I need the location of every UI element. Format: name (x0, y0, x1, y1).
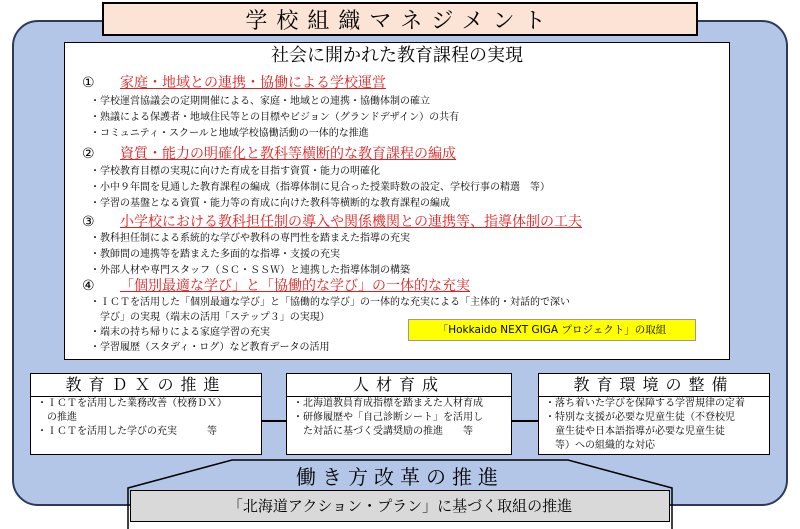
section-1-number: ① (82, 75, 95, 91)
section-2-number: ② (82, 146, 95, 162)
box-environment-item: ・落ち着いた学びを保障する学習規律の定着 (545, 398, 745, 409)
box-education-dx (30, 373, 262, 455)
box-environment-title: 教育環境の整備 (539, 374, 769, 397)
main-heading: 社会に開かれた教育課程の実現 (271, 45, 523, 66)
section-4-item: 学び」の実現（端末の活用「ステップ３」の実現） (90, 312, 330, 323)
section-4-number: ④ (82, 278, 95, 294)
footer-title: 働き方改革の推進 (296, 465, 504, 489)
box-human-resources (286, 373, 512, 455)
box-education-dx-item: ・ＩＣＴを活用した学びの充実 等 (37, 426, 217, 437)
section-3-number: ③ (82, 214, 95, 230)
connector-line (510, 420, 540, 422)
section-1-item: ・コミュニティ・スクールと地域学校協働活動の一体的な推進 (90, 128, 369, 139)
section-3-title: 小学校における教科担任制の導入や関係機関との連携等、指導体制の工夫 (120, 214, 582, 230)
section-2-item: ・学校教育目標の実現に向けた育成を目指す資質・能力の明確化 (90, 166, 380, 177)
page-title: 学校組織マネジメント (102, 2, 698, 36)
footer-bar: 「北海道アクション・プラン」に基づく取組の推進 (130, 490, 670, 522)
box-human-resources-title: 人材育成 (287, 374, 511, 397)
section-3-item: ・教科担任制による系統的な学びや教科の専門性を踏まえた指導の充実 (90, 233, 410, 244)
box-environment-item: ・特別な支援が必要な児童生徒（不登校児 童生徒や日本語指導が必要な児童生徒 等）への組織的な対応 (545, 412, 735, 451)
section-2-item: ・学習の基盤となる資質・能力等の育成に向けた教科等横断的な教育課程の編成 (90, 198, 450, 209)
section-2-title: 資質・能力の明確化と教科等横断的な教育課程の編成 (120, 146, 456, 162)
section-3-item: ・教師間の連携等を踏まえた多面的な指導・支援の充実 (90, 249, 340, 260)
box-education-dx-title: 教育ＤＸの推進 (31, 374, 261, 397)
section-2-item: ・小中９年間を見通した教育課程の編成（指導体制に見合った授業時数の設定、学校行事の精選 等） (90, 182, 550, 193)
section-4-item: ・ＩＣＴを活用した「個別最適な学び」と「協働的な学び」の一体的な充実による「主体的・対話的で深い (90, 297, 570, 308)
box-education-dx-item: ・ＩＣＴを活用した業務改善（校務ＤＸ） の推進 (37, 398, 227, 423)
box-human-resources-item: ・研修履歴や「自己診断シート」を活用し た対話に基づく受講奨励の推進 等 (293, 412, 483, 437)
section-4-title: 「個別最適な学び」と「協働的な学び」の一体的な充実 (120, 278, 470, 294)
section-1-title: 家庭・地域との連携・協働による学校運営 (120, 75, 386, 91)
section-1-item: ・学校運営協議会の定期開催による、家庭・地域との連携・協働体制の確立 (90, 96, 430, 107)
section-4-item: ・学習履歴（スタディ・ログ）など教育データの活用 (90, 342, 330, 353)
hokkaido-next-giga-tag: 「Hokkaido NEXT GIGA プロジェクト」の取組 (408, 319, 696, 341)
section-4-item: ・端末の持ち帰りによる家庭学習の充実 (90, 327, 270, 338)
box-environment (538, 373, 770, 455)
box-human-resources-item: ・北海道教員育成指標を踏まえた人材育成 (293, 398, 483, 409)
section-3-item: ・外部人材や専門スタッフ（ＳＣ・ＳＳＷ）と連携した指導体制の構築 (90, 265, 410, 276)
section-1-item: ・熟議による保護者・地域住民等との目標やビジョン（グランドデザイン）の共有 (90, 112, 460, 123)
